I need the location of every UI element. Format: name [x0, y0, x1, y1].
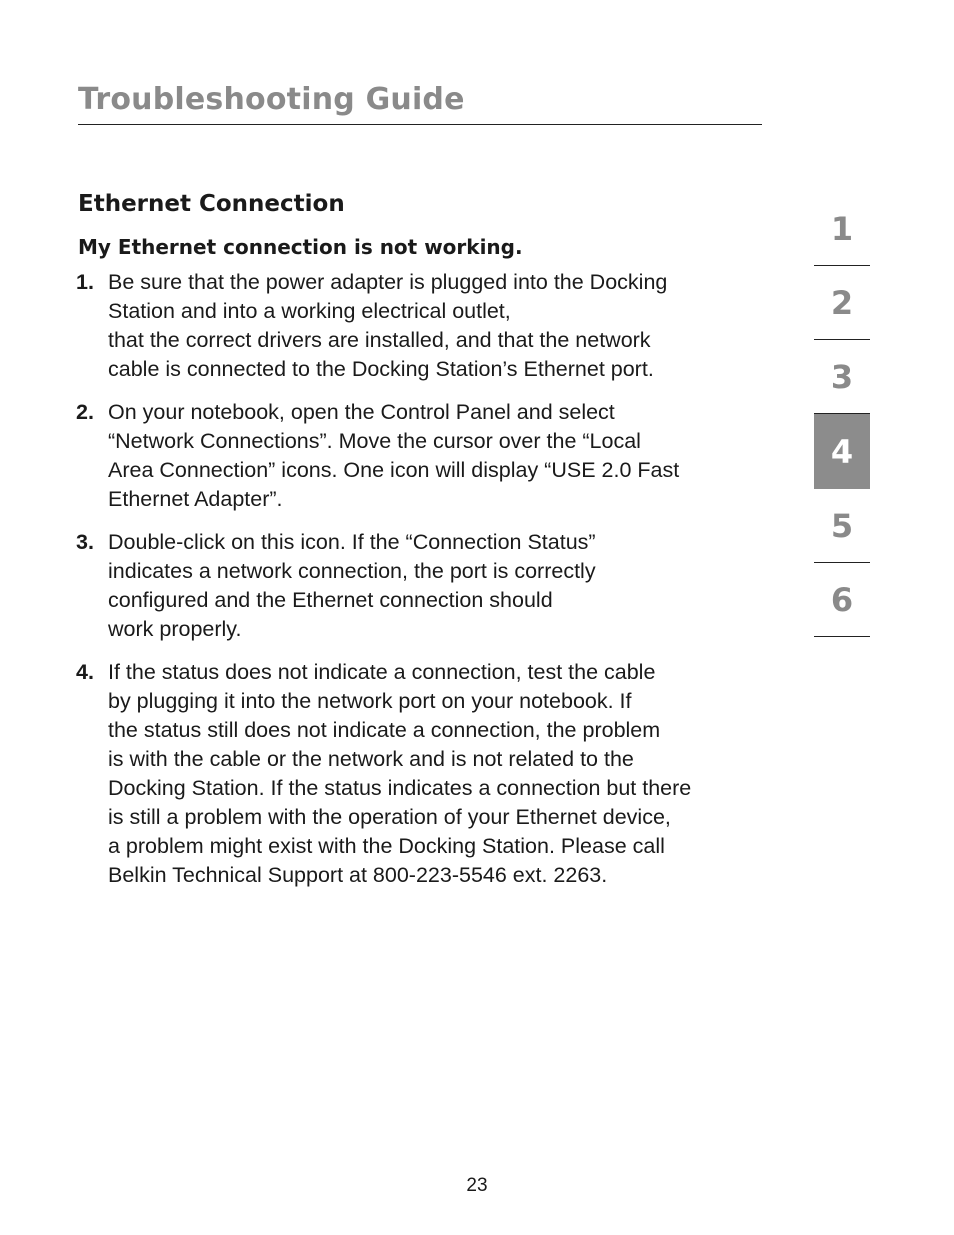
step-text: Double-click on this icon. If the “Connection Status” indicates a network connection, the port is correctly configured and the Ethernet connection should work properly. [108, 530, 596, 641]
step-number: 1. [76, 270, 94, 294]
step-item [76, 268, 776, 384]
step-number: 3. [76, 530, 94, 554]
step-item [76, 528, 776, 644]
step-text: On your notebook, open the Control Panel and select “Network Connections”. Move the cursor over the “Local Area Connection” icons. One icon will display “USE 2.0 Fast Ethernet Adapter”. [108, 400, 680, 511]
chapter-nav [814, 192, 870, 637]
chapter-tab-4-active[interactable]: 4 [814, 414, 870, 489]
section-title: Ethernet Connection [78, 191, 345, 217]
troubleshooting-steps [76, 268, 776, 904]
header-divider [78, 124, 762, 125]
chapter-tab-1[interactable]: 1 [814, 192, 870, 266]
step-number: 2. [76, 400, 94, 424]
step-text: If the status does not indicate a connection, test the cable by plugging it into the network port on your notebook. If the status still does not indicate a connection, the problem is with the cable or the network and is not related to the Docking Station. If the status indicates a connection but there is still a problem with the operation of your Ethernet device, a problem might exist with the Docking Station. Please call Belkin Technical Support at 800-223-5546 ext. 2263. [108, 660, 692, 887]
section-subtitle: My Ethernet connection is not working. [78, 235, 523, 259]
step-text: Be sure that the power adapter is plugged into the Docking Station and into a working electrical outlet, that the correct drivers are installed, and that the network cable is connected to the Docking Station’s Ethernet port. [108, 270, 668, 381]
chapter-tab-5[interactable]: 5 [814, 489, 870, 563]
step-number: 4. [76, 660, 94, 684]
chapter-tab-6[interactable]: 6 [814, 563, 870, 637]
step-item [76, 658, 776, 890]
step-item [76, 398, 776, 514]
chapter-tab-3[interactable]: 3 [814, 340, 870, 414]
page-number: 23 [466, 1175, 488, 1196]
chapter-tab-2[interactable]: 2 [814, 266, 870, 340]
page-title: Troubleshooting Guide [78, 82, 465, 117]
